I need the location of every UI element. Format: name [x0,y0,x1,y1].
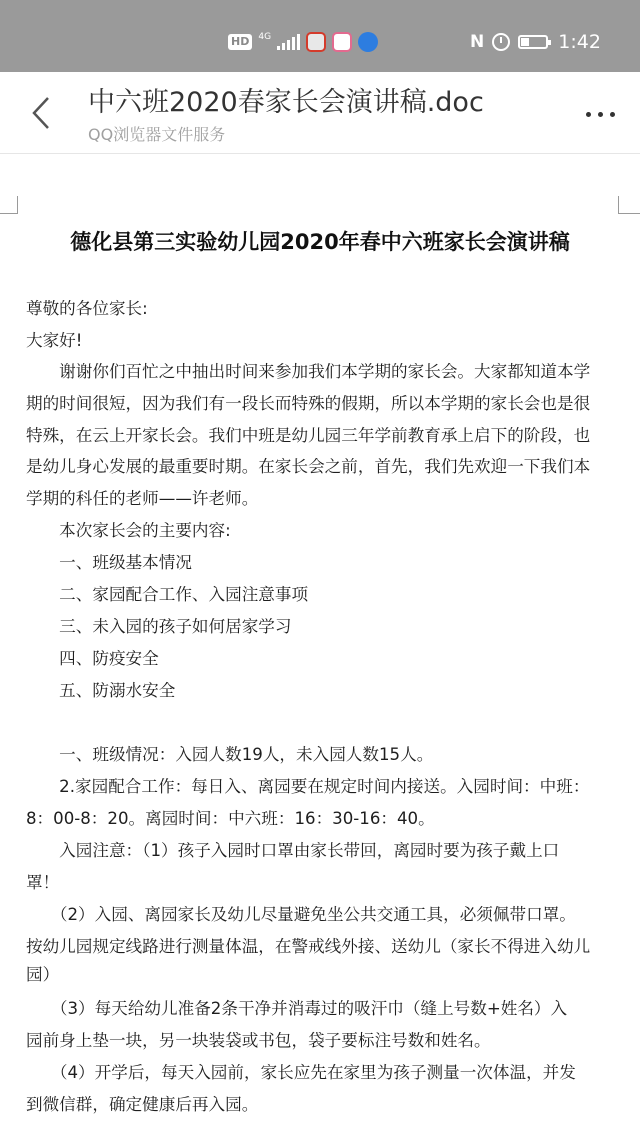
more-options-icon [586,112,591,117]
page-corner-mark [0,196,18,214]
list-item: 一、班级基本情况 [26,553,192,572]
battery-icon [518,35,548,49]
paragraph-line: 园前身上垫一块，另一块装袋或书包，袋子要标注号数和姓名。 [26,1031,491,1050]
hd-badge: HD [228,34,252,50]
paragraph-line: 是幼儿身心发展的最重要时期。在家长会之前，首先，我们先欢迎一下我们本 [26,457,591,476]
paragraph-line: 到微信群，确定健康后再入园。 [26,1095,259,1114]
document-source: QQ浏览器文件服务 [88,125,226,144]
paragraph-line: 罩！ [26,873,60,892]
clock-time: 1:42 [558,31,601,53]
app-notification-icon [332,32,352,52]
list-item: 二、家园配合工作、入园注意事项 [26,585,309,604]
paragraph-line: 谢谢你们百忙之中抽出时间来参加我们本学期的家长会。大家都知道本学 [26,362,591,381]
paragraph-line: （4）开学后，每天入园前，家长应先在家里为孩子测量一次体温，并发 [26,1063,576,1082]
back-button[interactable] [22,88,62,138]
status-bar [0,0,640,72]
paragraph-line: 入园注意：（1）孩子入园时口罩由家长带回，离园时要为孩子戴上口 [26,841,560,860]
network-type-label: 4G [258,32,272,42]
paragraph-line: 大家好! [26,331,83,350]
paragraph-line: 8：00-8：20。离园时间：中六班：16：30-16：40。 [26,809,435,828]
page-corner-mark [618,196,640,214]
paragraph-line: （2）入园、离园家长及幼儿尽量避免坐公共交通工具，必须佩带口罩。 [26,905,576,924]
browser-notification-icon [358,32,378,52]
list-item: 三、未入园的孩子如何居家学习 [26,617,292,636]
list-item: 四、防疫安全 [26,649,159,668]
document-heading: 德化县第三实验幼儿园2020年春中六班家长会演讲稿 [70,230,570,254]
paragraph-line: 学期的科任的老师——许老师。 [26,489,259,508]
paragraph-line: 2.家园配合工作：每日入、离园要在规定时间内接送。入园时间：中班： [26,777,590,796]
paragraph-line: 园） [26,965,60,984]
paragraph-line: 特殊，在云上开家长会。我们中班是幼儿园三年学前教育承上启下的阶段，也 [26,426,591,445]
paragraph-line: 尊敬的各位家长: [26,299,148,318]
list-item: 五、防溺水安全 [26,681,176,700]
document-title: 中六班2020春家长会演讲稿.doc [88,87,484,118]
alarm-icon [492,33,510,51]
back-arrow-icon [22,88,62,138]
paragraph-line: 期的时间很短，因为我们有一段长而特殊的假期，所以本学期的家长会也是很 [26,394,591,413]
paragraph-line: 按幼儿园规定线路进行测量体温，在警戒线外接、送幼儿（家长不得进入幼儿 [26,937,591,956]
status-icons [228,32,378,52]
app-header [0,72,640,154]
paragraph-line: 本次家长会的主要内容: [26,521,231,540]
paragraph-line: （3）每天给幼儿准备2条干净并消毒过的吸汗巾（缝上号数+姓名）入 [26,999,568,1018]
nfc-icon: N [470,32,485,52]
app-notification-icon [306,32,326,52]
system-icons [470,32,601,52]
signal-icon [277,34,300,50]
more-options-button[interactable] [578,94,622,134]
paragraph-line: 一、班级情况：入园人数19人，未入园人数15人。 [26,745,434,764]
